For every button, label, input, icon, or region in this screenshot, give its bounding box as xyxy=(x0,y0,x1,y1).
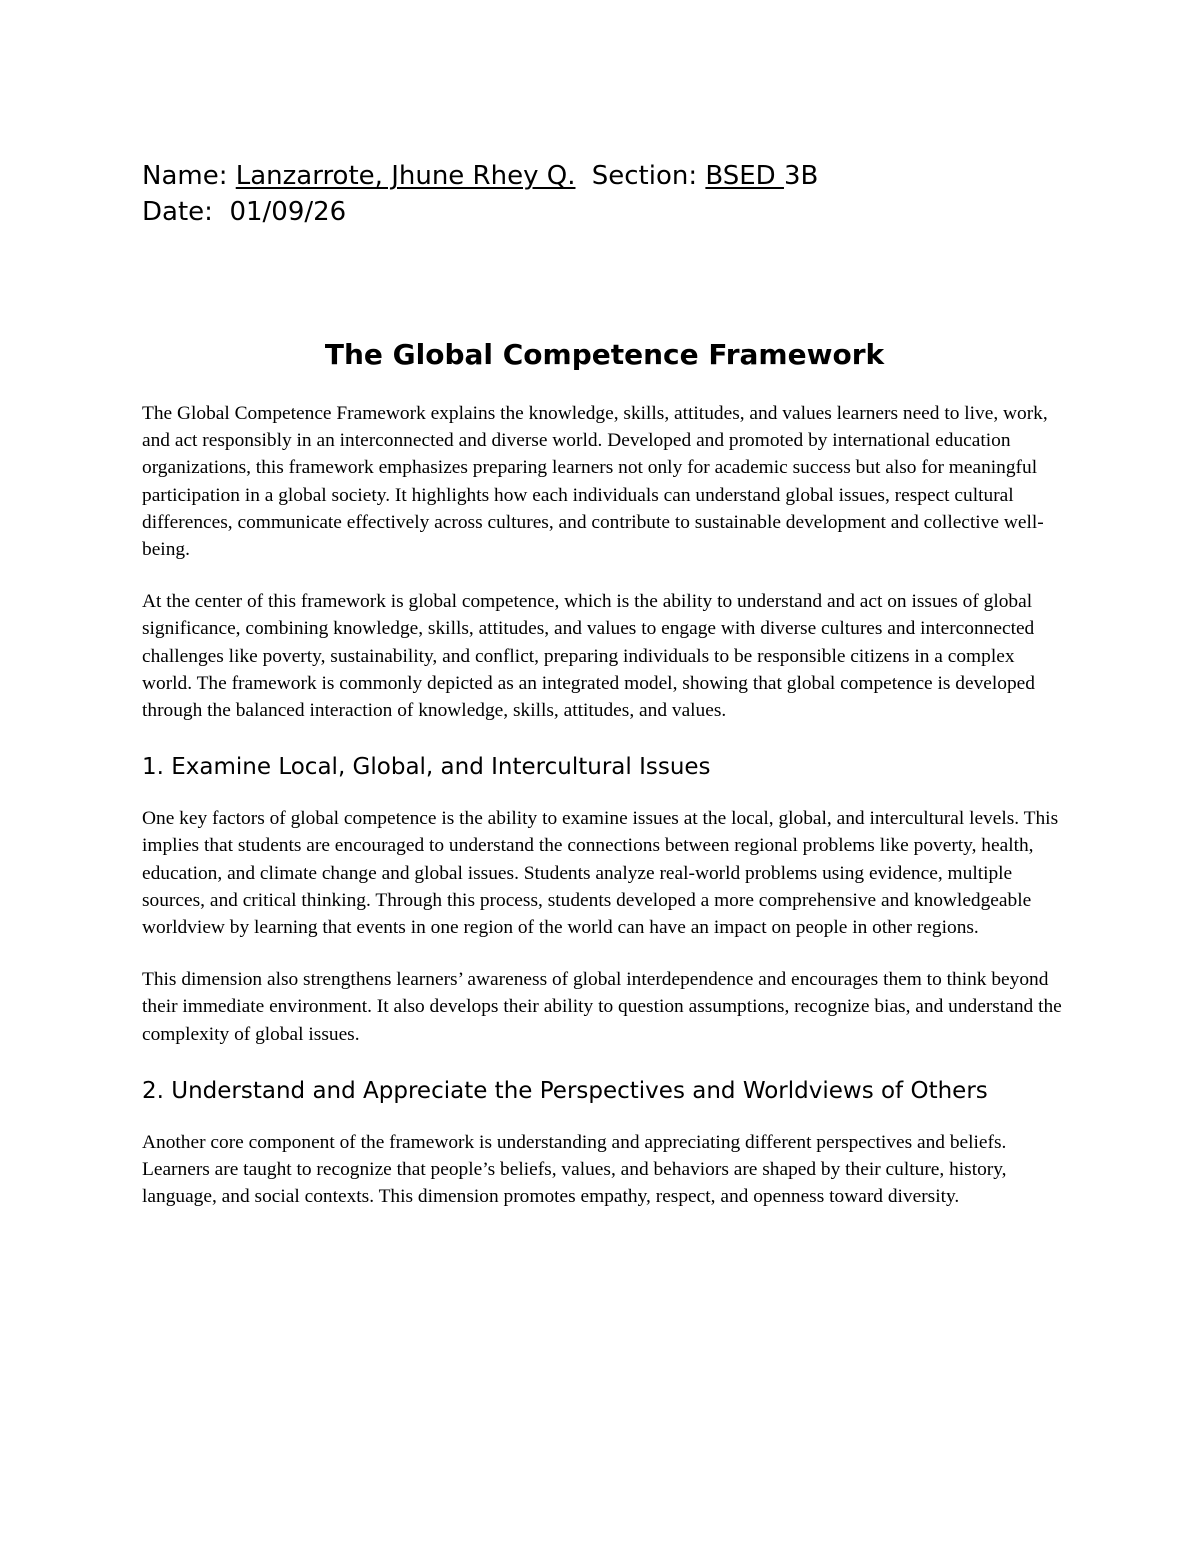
section-paragraph: Another core component of the framework is understanding and appreciating different perspectives and beliefs. Learners are taught to recognize that people’s beliefs, values, and behaviors are shaped by their culture, history, language, and social contexts. This dimension promotes empathy, respect, and openness toward diversity. xyxy=(142,1131,1007,1208)
name-label: Name: xyxy=(142,161,228,191)
section-value-underlined: BSED xyxy=(705,161,784,191)
section-heading: 2. Understand and Appreciate the Perspectives and Worldviews of Others xyxy=(142,1077,988,1104)
intro-paragraph: At the center of this framework is global competence, which is the ability to understand and act on issues of global significance, combining knowledge, skills, attitudes, and values to engage with diverse cultures and interconnected challenges like poverty, sustainability, and conflict, preparing individuals to be responsible citizens in a complex world. The framework is commonly depicted as an integrated model, showing that global competence is developed through the balanced interaction of knowledge, skills, attitudes, and values. xyxy=(142,591,1035,722)
name-value: Lanzarrote, Jhune Rhey Q. xyxy=(235,161,576,191)
date-label: Date: xyxy=(142,197,213,227)
date-line xyxy=(142,194,1067,230)
section-heading: 1. Examine Local, Global, and Intercultural Issues xyxy=(142,754,711,781)
section-paragraph: This dimension also strengthens learners’ awareness of global interdependence and encourages them to think beyond their immediate environment. It also develops their ability to question assumptions, recognize bias, and understand the complexity of global issues. xyxy=(142,969,1062,1045)
intro-paragraph: The Global Competence Framework explains the knowledge, skills, attitudes, and values learners need to live, work, and act responsibly in an interconnected and diverse world. Developed and promoted by international education organizations, this framework emphasizes preparing learners not only for academic success but also for meaningful participation in a global society. It highlights how each individuals can understand global issues, respect cultural differences, communicate effectively across cultures, and contribute to sustainable development and collective well-being. xyxy=(142,403,1048,561)
section-paragraph: One key factors of global competence is the ability to examine issues at the local, global, and intercultural levels. This implies that students are encouraged to understand the connections between regional problems like poverty, health, education, and climate change and global issues. Students analyze real-world problems using evidence, multiple sources, and critical thinking. Through this process, students developed a more comprehensive and knowledgeable worldview by learning that events in one region of the world can have an impact on people in other regions. xyxy=(142,808,1059,939)
section-label: Section: xyxy=(591,161,698,191)
document-content xyxy=(142,158,1067,1235)
section-value-rest: 3B xyxy=(783,161,819,191)
name-section-line xyxy=(142,158,1067,194)
date-value: 01/09/26 xyxy=(229,197,347,227)
document-title: The Global Competence Framework xyxy=(324,338,885,371)
